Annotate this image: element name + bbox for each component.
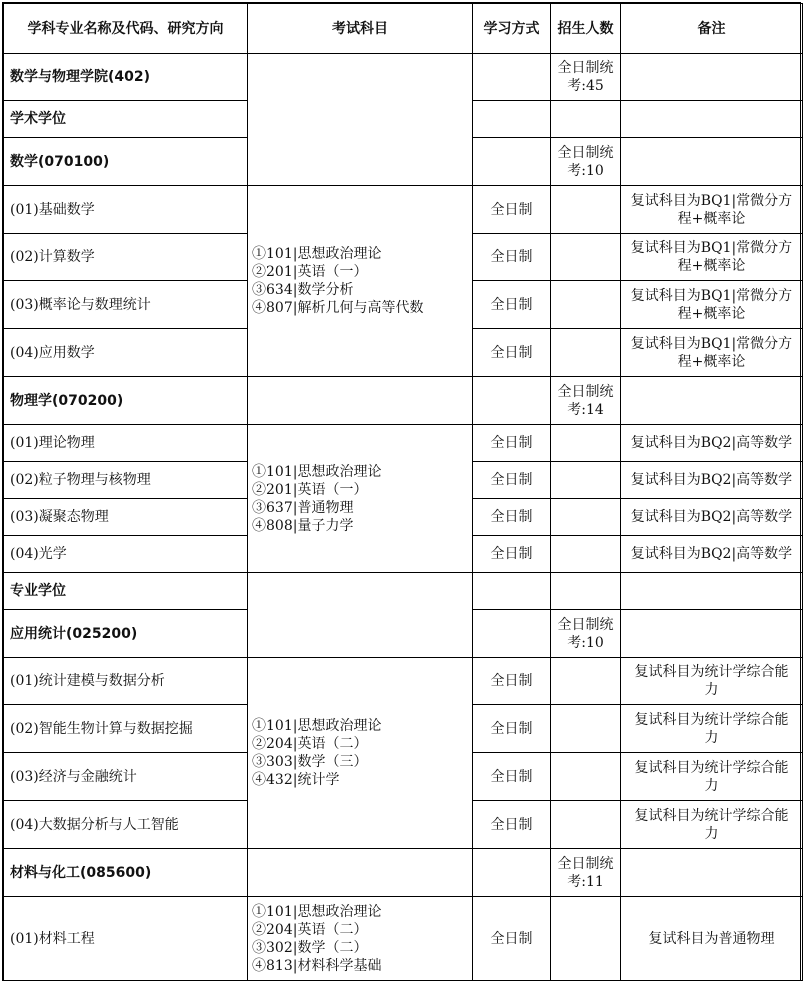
note: 复试科目为BQ1|常微分方 程+概率论 (621, 281, 803, 329)
note: 复试科目为统计学综合能 力 (621, 753, 803, 801)
row-name: (02)智能生物计算与数据挖掘 (4, 705, 248, 753)
row-name: (02)粒子物理与核物理 (4, 462, 248, 499)
enrollment (551, 329, 621, 377)
exam-subjects-physics: ①101|思想政治理论 ②201|英语（一） ③637|普通物理 ④808|量子力学 (248, 425, 473, 573)
study-mode: 全日制 (473, 281, 551, 329)
study-mode: 全日制 (473, 499, 551, 536)
row-name: (02)计算数学 (4, 234, 248, 281)
exam-subjects-math: ①101|思想政治理论 ②201|英语（一） ③634|数学分析 ④807|解析几何与高等代数 (248, 186, 473, 377)
note: 复试科目为统计学综合能 力 (621, 801, 803, 849)
row-name: (04)大数据分析与人工智能 (4, 801, 248, 849)
header-notes: 备注 (621, 4, 803, 54)
enrollment (551, 101, 621, 138)
enrollment: 全日制统 考:11 (551, 849, 621, 897)
header-enrollment: 招生人数 (551, 4, 621, 54)
exam-subjects-stats: ①101|思想政治理论 ②204|英语（二） ③303|数学（三） ④432|统计学 (248, 658, 473, 849)
enrollment: 全日制统 考:14 (551, 377, 621, 425)
table-row (4, 186, 803, 234)
study-mode: 全日制 (473, 425, 551, 462)
study-mode: 全日制 (473, 462, 551, 499)
row-name: 物理学(070200) (4, 377, 248, 425)
note (621, 101, 803, 138)
enrollment (551, 425, 621, 462)
study-mode (473, 849, 551, 897)
note (621, 610, 803, 658)
study-mode (473, 377, 551, 425)
row-name: (04)光学 (4, 536, 248, 573)
study-mode: 全日制 (473, 658, 551, 705)
note: 复试科目为BQ2|高等数学 (621, 462, 803, 499)
study-mode (473, 138, 551, 186)
table-row (4, 897, 803, 981)
row-name: (01)理论物理 (4, 425, 248, 462)
study-mode (473, 573, 551, 610)
enrollment (551, 897, 621, 981)
study-mode: 全日制 (473, 186, 551, 234)
enrollment (551, 536, 621, 573)
row-name: (01)统计建模与数据分析 (4, 658, 248, 705)
row-name: 专业学位 (4, 573, 248, 610)
enrollment (551, 234, 621, 281)
note: 复试科目为统计学综合能 力 (621, 658, 803, 705)
note: 复试科目为BQ1|常微分方 程+概率论 (621, 186, 803, 234)
study-mode (473, 54, 551, 101)
row-name: (01)基础数学 (4, 186, 248, 234)
enrollment (551, 658, 621, 705)
exam-subjects-empty (248, 54, 473, 186)
table-row (4, 573, 803, 610)
row-name: (01)材料工程 (4, 897, 248, 981)
note (621, 138, 803, 186)
admissions-table (3, 3, 803, 981)
row-name: 材料与化工(085600) (4, 849, 248, 897)
header-row (4, 4, 803, 54)
table-row (4, 658, 803, 705)
note: 复试科目为BQ2|高等数学 (621, 425, 803, 462)
study-mode: 全日制 (473, 705, 551, 753)
row-name: 应用统计(025200) (4, 610, 248, 658)
study-mode: 全日制 (473, 897, 551, 981)
row-name: (03)概率论与数理统计 (4, 281, 248, 329)
enrollment: 全日制统 考:45 (551, 54, 621, 101)
study-mode: 全日制 (473, 536, 551, 573)
enrollment (551, 462, 621, 499)
row-name: (03)经济与金融统计 (4, 753, 248, 801)
note (621, 54, 803, 101)
note: 复试科目为统计学综合能 力 (621, 705, 803, 753)
exam-subjects-empty (248, 849, 473, 897)
note (621, 849, 803, 897)
exam-subjects-empty (248, 377, 473, 425)
note (621, 573, 803, 610)
header-study-mode: 学习方式 (473, 4, 551, 54)
study-mode: 全日制 (473, 753, 551, 801)
note: 复试科目为BQ1|常微分方 程+概率论 (621, 329, 803, 377)
note: 复试科目为BQ1|常微分方 程+概率论 (621, 234, 803, 281)
row-name: (04)应用数学 (4, 329, 248, 377)
table-row (4, 377, 803, 425)
exam-subjects-materials: ①101|思想政治理论 ②204|英语（二） ③302|数学（二） ④813|材料科学基础 (248, 897, 473, 981)
header-exam-subjects: 考试科目 (248, 4, 473, 54)
row-name: 数学与物理学院(402) (4, 54, 248, 101)
enrollment: 全日制统 考:10 (551, 610, 621, 658)
enrollment (551, 801, 621, 849)
enrollment (551, 705, 621, 753)
note (621, 377, 803, 425)
header-major: 学科专业名称及代码、研究方向 (4, 4, 248, 54)
note: 复试科目为BQ2|高等数学 (621, 536, 803, 573)
table-row (4, 425, 803, 462)
exam-subjects-empty (248, 573, 473, 658)
study-mode: 全日制 (473, 329, 551, 377)
enrollment (551, 186, 621, 234)
study-mode: 全日制 (473, 801, 551, 849)
study-mode (473, 101, 551, 138)
enrollment: 全日制统 考:10 (551, 138, 621, 186)
enrollment (551, 499, 621, 536)
row-name: (03)凝聚态物理 (4, 499, 248, 536)
table-row (4, 54, 803, 101)
study-mode: 全日制 (473, 234, 551, 281)
enrollment (551, 573, 621, 610)
row-name: 数学(070100) (4, 138, 248, 186)
table-row (4, 849, 803, 897)
note: 复试科目为普通物理 (621, 897, 803, 981)
enrollment (551, 753, 621, 801)
study-mode (473, 610, 551, 658)
row-name: 学术学位 (4, 101, 248, 138)
enrollment (551, 281, 621, 329)
note: 复试科目为BQ2|高等数学 (621, 499, 803, 536)
